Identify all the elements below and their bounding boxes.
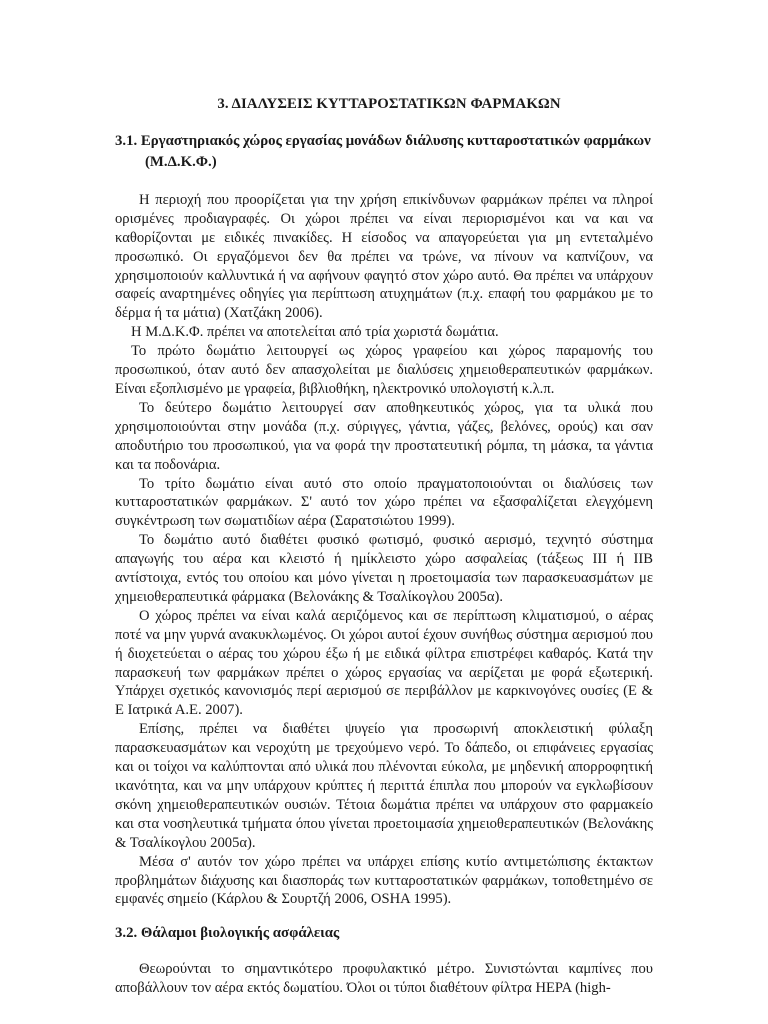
paragraph: Το τρίτο δωμάτιο είναι αυτό στο οποίο πραγματοποιούνται οι διαλύσεις των κυτταροστατικών φαρμάκων. Σ' αυτό τον χώρο πρέπει να εξασφαλίζεται ελεγχόμενη συγκέντρωση των σωματιδίων αέρα (Σαρατσιώτου 1999). <box>115 475 653 530</box>
chapter-title: 3. ΔΙΑΛΥΣΕΙΣ ΚΥΤΤΑΡΟΣΤΑΤΙΚΩΝ ΦΑΡΜΑΚΩΝ <box>217 96 561 112</box>
paragraph: Το δωμάτιο αυτό διαθέτει φυσικό φωτισμό, φυσικό αερισμό, τεχνητό σύστημα απαγωγής του αέρα και κλειστό ή ημίκλειστο χώρο ασφαλείας (τάξεως ΙΙΙ ή ΙΙΒ αντίστοιχα, εντός του οποίου και μόνο γίνεται η προετοιμασία των παρασκευασμάτων με χημειοθεραπευτικά φάρμακα (Βελονάκης & Τσαλίκογλου 2005α). <box>115 532 653 605</box>
paragraph: Επίσης, πρέπει να διαθέτει ψυγείο για προσωρινή αποκλειστική φύλαξη παρασκευασμάτων και νεροχύτη με τρεχούμενο νερό. Το δάπεδο, οι επιφάνειες εργασίας και οι τοίχοι να καλύπτονται από υλικά που πλένονται εύκολα, με μηδενική απορροφητική ικανότητα, και να μην υπάρχουν κρύπτες ή περιττά έπιπλα που μπορούν να εγκλωβίσουν σκόνη χημειοθεραπευτικών ουσιών. Τέτοια δωμάτια πρέπει να υπάρχουν στο φαρμακείο και στα νοσηλευτικά τμήματα όπου γίνεται προετοιμασία χημειοθεραπευτικών (Βελονάκης & Τσαλίκογλου 2005α). <box>115 721 653 851</box>
paragraph: Μέσα σ' αυτόν τον χώρο πρέπει να υπάρχει επίσης κυτίο αντιμετώπισης έκτακτων προβλημάτων διάχυσης και διασποράς των κυτταροστατικών φαρμάκων, τοποθετημένο σε εμφανές σημείο (Κάρλου & Σουρτζή 2006, OSHA 1995). <box>115 853 653 908</box>
paragraph: Ο χώρος πρέπει να είναι καλά αεριζόμενος και σε περίπτωση κλιματισμού, ο αέρας ποτέ να μην γυρνά ανακυκλωμένος. Οι χώροι αυτοί έχουν συνήθως σύστημα αερισμού που ή διοχετεύεται ο αέρας του χώρου έξω ή με ειδικά φίλτρα επιστρέφει καθαρός. Κατά την παρασκευή των φαρμάκων πρέπει ο χώρος εργασίας να αερίζεται με φορά εξωτερική. Υπάρχει σχετικός κανονισμός περί αερισμού σε περιβάλλον με καρκινογόνες ουσίες (Ε & Ε Ιατρικά Α.Ε. 2007). <box>115 607 653 719</box>
page-content <box>115 95 653 998</box>
paragraph: Θεωρούνται το σημαντικότερο προφυλακτικό μέτρο. Συνιστώνται καμπίνες που αποβάλλουν τον αέρα εκτός δωματίου. Όλοι οι τύποι διαθέτουν φίλτρα HEPA (high- <box>115 961 653 997</box>
section-heading-3-2: 3.2. Θάλαμοι βιολογικής ασφάλειας <box>115 925 340 942</box>
paragraph: Το δεύτερο δωμάτιο λειτουργεί σαν αποθηκευτικός χώρος, για τα υλικά που χρησιμοποιούνται στην μονάδα (π.χ. σύριγγες, γάντια, γάζες, βελόνες, ορούς) και σαν αποδυτήριο του προσωπικού, για να φορά την προστατευτική ρόμπα, τη μάσκα, τα γάντια και τα ποδονάρια. <box>115 399 653 473</box>
paragraph: Η περιοχή που προορίζεται για την χρήση επικίνδυνων φαρμάκων πρέπει να πληροί ορισμένες προδιαγραφές. Οι χώροι πρέπει να είναι περιορισμένοι και να και να καθορίζονται με ειδικές πινακίδες. Η είσοδος να απαγορεύεται για μη εντεταλμένο προσωπικό. Οι εργαζόμενοι δεν θα πρέπει να τρώνε, να πίνουν να καπνίζουν, να χρησιμοποιούν καλλυντικά ή να αφήνουν φαγητό στον χώρο αυτό. Θα πρέπει να υπάρχουν σαφείς αναρτημένες οδηγίες για περίπτωση ατυχημάτων (π.χ. επαφή του φαρμάκου με το δέρμα ή τα μάτια) (Χατζάκη 2006). <box>115 191 653 322</box>
paragraph: Το πρώτο δωμάτιο λειτουργεί ως χώρος γραφείου και χώρος παραμονής του προσωπικού, όταν αυτό δεν απασχολείται με διαλύσεις χημειοθεραπευτικών φαρμάκων. Είναι εξοπλισμένο με γραφεία, βιβλιοθήκη, ηλεκτρονικό υπολογιστή κ.λ.π. <box>115 343 653 397</box>
section-heading-3-1: 3.1. Εργαστηριακός χώρος εργασίας μονάδων διάλυσης κυτταροστατικών φαρμάκων (Μ.Δ.Κ.Φ.) <box>115 132 651 170</box>
paragraph: Η Μ.Δ.Κ.Φ. πρέπει να αποτελείται από τρία χωριστά δωμάτια. <box>131 324 499 341</box>
